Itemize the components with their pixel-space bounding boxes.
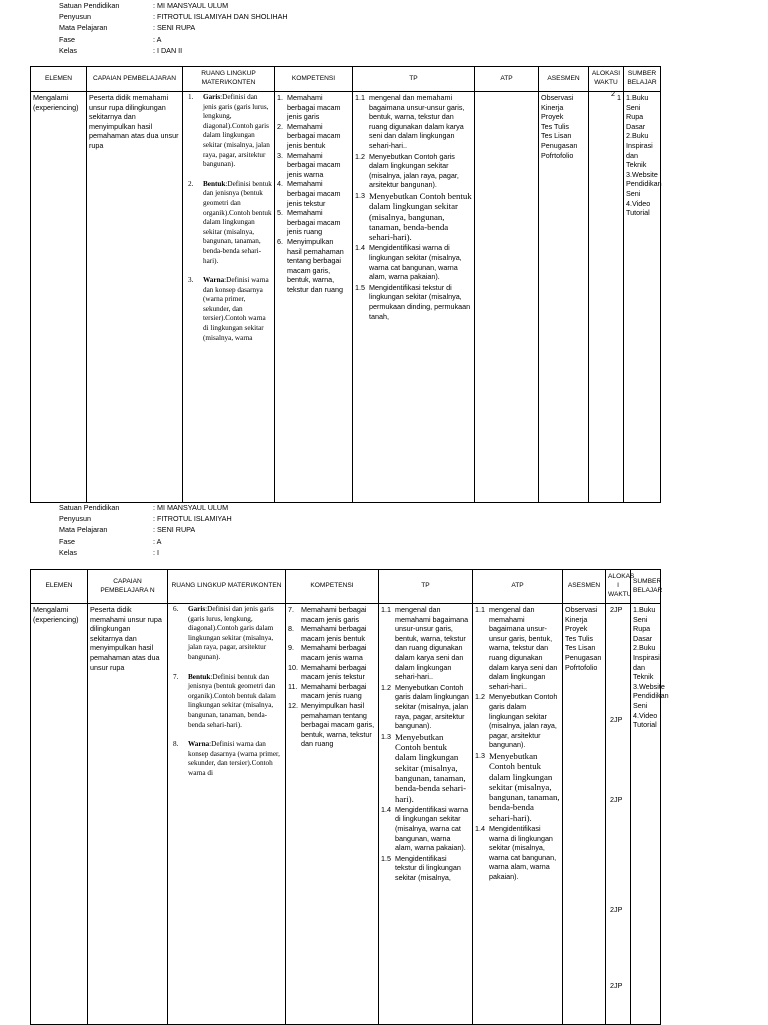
col-atp: ATP (473, 570, 563, 604)
sumber-item: 2.Buku Inspirasi dan Teknik (626, 131, 653, 170)
cell-kompetensi (286, 604, 379, 1025)
col-capaian: CAPAIAN PEMBELAJARAN (87, 67, 183, 92)
col-ruang-lingkup: RUANG LINGKUP MATERI/KONTEN (183, 67, 275, 92)
header-row (59, 513, 232, 524)
header-label: Satuan Pendidikan (59, 1, 120, 10)
list-item: 1.3 Menyebutkan Contoh bentuk dalam lingkungan sekitar (misalnya, bangunan, tanaman, benda-benda sehari-hari). (475, 750, 560, 823)
header-row (59, 536, 232, 547)
asesmen-item: Pofrtofolio (565, 662, 598, 672)
cell-sumber-belajar (631, 604, 669, 1025)
asesmen-item: Tes Tulis (541, 121, 569, 131)
curriculum-table-2 (30, 569, 669, 1025)
cell-tp (353, 92, 475, 503)
table-row (31, 604, 661, 1025)
list-item: 3. Memahami berbagai macam jenis warna (277, 150, 341, 179)
list-item: 1.1 mengenal dan memahami bagaimana unsur-unsur garis, bentuk, warna, tekstur dan ruang digunakan dalam karya seni dan dalam lingkungan sehari-hari.. (475, 605, 558, 691)
header-label: Kelas (59, 547, 77, 557)
list-item: 11. Memahami berbagai macam jenis ruang (288, 681, 367, 701)
curriculum-table-1 (30, 66, 661, 503)
col-sumber-belajar: SUMBER BELAJAR (631, 570, 661, 604)
col-kompetensi: KOMPETENSI (286, 570, 379, 604)
col-asesmen: ASESMEN (539, 67, 589, 92)
header-label: Penyusun (59, 514, 91, 524)
list-item: 10. Memahami berbagai macam jenis tekstur (288, 662, 367, 682)
col-capaian: CAPAIAN PEMBELAJARA N (88, 570, 168, 604)
list-item: 6. Garis:Definisi dan jenis garis (garis lurus, lengkung, diagonal).Contoh garis dalam lingkungan sekitar (misalnya, jalan raya, pagar, arsitektur bangunan). (173, 605, 274, 661)
alokasi-item: 2JP (610, 905, 623, 914)
col-ruang-lingkup: RUANG LINGKUP MATERI/KONTEN (168, 570, 286, 604)
cell-elemen: Mengalami (experiencing) (31, 92, 87, 503)
list-item: 5. Memahami berbagai macam jenis ruang (277, 208, 341, 237)
list-item: 1.4 Mengidentifikasi warna di lingkungan sekitar (misalnya, warna cat bangunan, warna alam, warna pakaian). (381, 804, 469, 853)
list-item: 2. Memahami berbagai macam jenis bentuk (277, 121, 341, 150)
header-label: Mata Pelajaran (59, 525, 108, 535)
header-label: Fase (59, 536, 75, 546)
table-header-row (31, 67, 661, 92)
header-row (59, 0, 288, 11)
list-item: 1.1 mengenal dan memahami bagaimana unsur-unsur garis, bentuk, warna, tekstur dan ruang digunakan dalam karya seni dan dalam lingkungan sehari-hari.. (381, 605, 469, 682)
tp-list (381, 605, 470, 883)
cell-capaian: Peserta didik memahami unsur rupa dilingkungan sekitarnya dan menyimpulkan hasil pemahaman atas dua unsur rupa (87, 92, 183, 503)
alokasi-item: 2JP (610, 715, 623, 724)
list-item: 1.3 Menyebutkan Contoh bentuk dalam lingkungan sekitar (misalnya, bangunan, tanaman, benda-benda sehari-hari). (381, 731, 467, 804)
header-value: : MI MANSYAUL ULUM (153, 503, 229, 512)
asesmen-item: Observasi (565, 605, 598, 614)
header-value: : I DAN II (153, 45, 183, 55)
header-row (59, 22, 288, 33)
cell-alokasi-waktu (606, 604, 631, 1025)
sumber-item: 4.Video Tutorial (633, 710, 658, 730)
header-value: : FITROTUL ISLAMIYAH DAN SHOLIHAH (153, 12, 288, 22)
header-row (59, 547, 232, 558)
list-item: 8. Memahami berbagai macam jenis bentuk (288, 624, 367, 643)
header-label: Fase (59, 34, 75, 44)
asesmen-item: Penugasan (565, 652, 602, 662)
asesmen-item: Kinerja (541, 102, 564, 112)
alokasi-item: 2JP (610, 981, 623, 990)
list-item: 8. Warna:Definisi warna dan konsep dasarnya (warna primer, sekunder, dan tersier).Contoh warna di (173, 740, 280, 777)
header-row (59, 34, 288, 45)
header-row (59, 524, 232, 535)
sumber-item: 2.Buku Inspirasi dan Teknik (633, 643, 660, 682)
list-item: 1.3 Menyebutkan Contoh bentuk dalam lingkungan sekitar (misalnya, bangunan, tanaman, benda-benda sehari-hari). (355, 190, 472, 243)
cell-tp (379, 604, 473, 1025)
cell-ruang-lingkup (183, 92, 275, 503)
document-header-2 (59, 502, 232, 558)
asesmen-item: Penugasan (541, 140, 578, 150)
header-row (59, 502, 232, 513)
header-row (59, 11, 288, 22)
cell-ruang-lingkup (168, 604, 286, 1025)
list-item: 7. Bentuk:Definisi bentuk dan jenisnya (bentuk geometri dan organik).Contoh bentuk dalam lingkungan sekitar (misalnya, bangunan, tanaman, benda-benda sehari-hari). (173, 672, 276, 729)
atp-list (475, 605, 560, 882)
materi-list (185, 93, 272, 343)
list-item: 1. Garis:Definisi dan jenis garis (garis lurus, lengkung, diagonal).Contoh garis dalam lingkungan sekitar (misalnya, jalan raya, pagar, arsitektur bangunan). (188, 93, 270, 169)
cell-alokasi-waktu: 1 (589, 92, 624, 503)
header-value: : I (153, 547, 159, 557)
col-elemen: ELEMEN (31, 570, 88, 604)
cell-asesmen (539, 92, 589, 503)
alokasi-item: 2JP (610, 795, 623, 804)
asesmen-item: Tes Tulis (565, 633, 593, 643)
list-item: 1.2 Menyebutkan Contoh garis dalam lingkungan sekitar (misalnya, jalan raya, pagar, arsitektur bangunan). (355, 151, 459, 190)
asesmen-item: Tes Lisan (565, 643, 596, 653)
col-sumber-belajar: SUMBER BELAJAR (624, 67, 661, 92)
table-row (31, 92, 661, 503)
list-item: 1.5 Mengidentifikasi tekstur di lingkungan sekitar (misalnya, permukaan dinding, permukaan tanah, (355, 282, 471, 321)
col-elemen: ELEMEN (31, 67, 87, 92)
cell-atp (473, 604, 563, 1025)
asesmen-item: Proyek (565, 624, 588, 634)
sumber-item: 3.Website Pendidikan Seni (626, 169, 662, 198)
col-alokasi-waktu: ALOKAS I WAKTU (606, 570, 631, 604)
asesmen-item: Proyek (541, 112, 564, 122)
col-alokasi-waktu: ALOKASI WAKTU (589, 67, 624, 92)
list-item: 1.1 mengenal dan memahami bagaimana unsur-unsur garis, bentuk, warna, tekstur dan ruang digunakan dalam karya seni dan dalam lingkungan sehari-hari.. (355, 93, 465, 150)
col-tp: TP (379, 570, 473, 604)
tp-list (355, 93, 472, 321)
header-value: : A (153, 536, 162, 546)
list-item: 9. Memahami berbagai macam jenis warna (288, 643, 367, 662)
kompetensi-list (277, 93, 350, 294)
list-item: 2. Bentuk:Definisi bentuk dan jenisnya (bentuk geometri dan organik).Contoh bentuk dalam lingkungan sekitar (misalnya, bangunan, tanaman, benda-benda sehari-hari). (188, 179, 272, 265)
document-header-1 (59, 0, 288, 56)
cell-sumber-belajar (624, 92, 661, 503)
list-item: 1. Memahami berbagai macam jenis garis (277, 93, 341, 122)
asesmen-item: Tes Lisan (541, 131, 572, 141)
header-label: Kelas (59, 45, 77, 55)
cell-atp (475, 92, 539, 503)
cell-elemen: Mengalami (experiencing) (31, 604, 88, 1025)
cell-kompetensi (275, 92, 353, 503)
header-value: : SENI RUPA (153, 525, 196, 535)
alokasi-item: 2JP (610, 605, 623, 614)
header-value: : FITROTUL ISLAMIYAH (153, 514, 232, 524)
header-row (59, 45, 288, 56)
list-item: 1.2 Menyebutkan Contoh garis dalam lingkungan sekitar (misalnya, jalan raya, pagar, arsitektur bangunan). (381, 682, 469, 731)
list-item: 1.4 Mengidentifikasi warna di lingkungan sekitar (misalnya, warna cat bangunan, warna alam, warna pakaian). (475, 823, 557, 881)
header-label: Satuan Pendidikan (59, 503, 120, 512)
sumber-item: 4.Video Tutorial (626, 198, 651, 218)
table-header-row (31, 570, 661, 604)
alokasi-extra: 2 (611, 89, 615, 98)
header-label: Mata Pelajaran (59, 23, 108, 33)
kompetensi-list (288, 605, 376, 749)
asesmen-item: Kinerja (565, 614, 588, 624)
col-tp: TP (353, 67, 475, 92)
sumber-item: 1.Buku Seni Rupa Dasar (633, 605, 656, 643)
list-item: 1.2 Menyebutkan Contoh garis dalam lingkungan sekitar (misalnya, jalan raya, pagar, arsitektur bangunan). (475, 692, 558, 750)
list-item: 7. Memahami berbagai macam jenis garis (288, 605, 367, 624)
col-atp: ATP (475, 67, 539, 92)
header-value: : SENI RUPA (153, 23, 196, 33)
asesmen-item: Observasi (541, 93, 574, 102)
list-item: 4. Memahami berbagai macam jenis tekstur (277, 179, 341, 208)
sumber-item: 1.Buku Seni Rupa Dasar (626, 93, 649, 131)
col-asesmen: ASESMEN (563, 570, 606, 604)
header-label: Penyusun (59, 12, 91, 22)
list-item: 3. Warna:Definisi warna dan konsep dasarnya (warna primer, sekunder, dan tersier).Contoh warna di lingkungan sekitar (misalnya, warna (188, 276, 269, 342)
list-item: 1.5 Mengidentifikasi tekstur di lingkungan sekitar (misalnya, (381, 853, 461, 882)
materi-list (170, 605, 283, 779)
sumber-item: 3.Website Pendidikan Seni (633, 681, 669, 710)
list-item: 12. Menyimpulkan hasil pemahaman tentang berbagai macam garis, bentuk, warna, tekstur dan ruang (288, 700, 375, 749)
cell-asesmen (563, 604, 606, 1025)
list-item: 6. Menyimpulkan hasil pemahaman tentang berbagai macam garis, bentuk, warna, tekstur dan ruang (277, 236, 344, 294)
list-item: 1.4 Mengidentifikasi warna di lingkungan sekitar (misalnya, warna cat bangunan, warna alam, warna pakaian). (355, 243, 462, 282)
cell-capaian: Peserta didik memahami unsur rupa dilingkungan sekitarnya dan menyimpulkan hasil pemahaman atas dua unsur rupa (88, 604, 168, 1025)
asesmen-item: Pofrtofolio (541, 150, 574, 160)
header-value: : A (153, 34, 162, 44)
header-value: : MI MANSYAUL ULUM (153, 1, 229, 10)
col-kompetensi: KOMPETENSI (275, 67, 353, 92)
